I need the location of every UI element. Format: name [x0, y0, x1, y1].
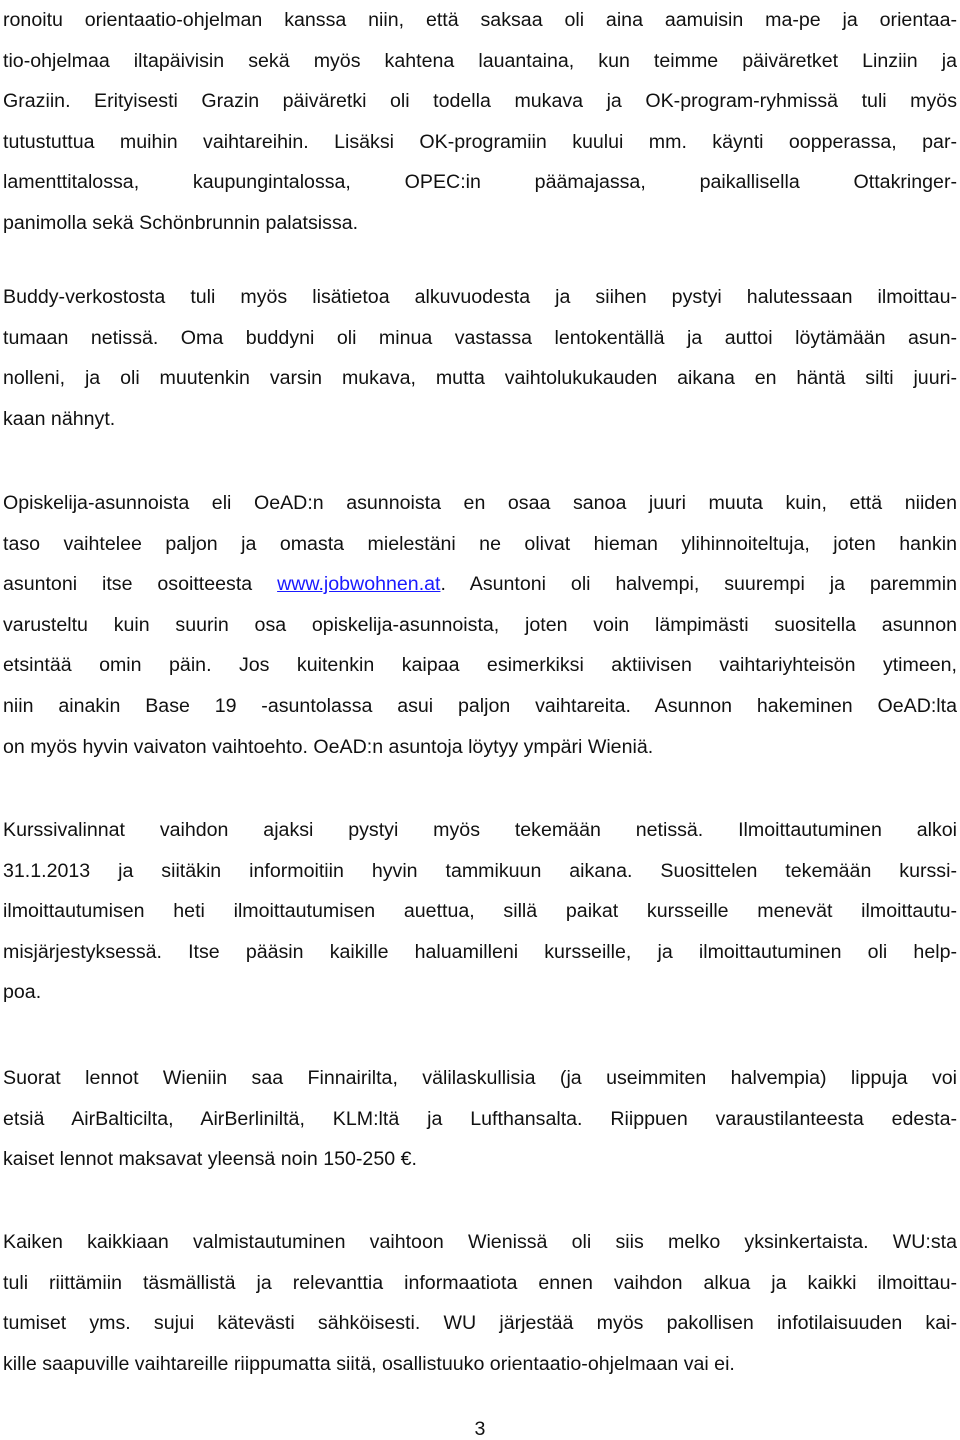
paragraph-summary: [3, 1222, 957, 1384]
text-line: niin ainakin Base 19 -asuntolassa asui paljon vaihtareita. Asunnon hakeminen OeAD:lta: [3, 694, 957, 717]
paragraph-course-selection: [3, 810, 957, 1013]
text-line: tumaan netissä. Oma buddyni oli minua vastassa lentokentällä ja auttoi löytämään asun-: [3, 326, 957, 349]
text-line: tumiset yms. sujui kätevästi sähköisesti. WU järjestää myös pakollisen infotilaisuuden kai-: [3, 1312, 957, 1335]
text-line: 31.1.2013 ja siitäkin informoitiin hyvin tammikuun aikana. Suosittelen tekemään kurssi-: [3, 859, 957, 882]
text-line: etsiä AirBalticilta, AirBerliniltä, KLM:ltä ja Lufthansalta. Riippuen varaustilanteesta edesta-: [3, 1107, 957, 1130]
paragraph-buddy-network: [3, 277, 957, 439]
text-line-with-link: [3, 564, 957, 605]
paragraph-orientation-program: [3, 0, 957, 244]
jobwohnen-link[interactable]: www.jobwohnen.at: [277, 573, 441, 596]
page-number: 3: [474, 1418, 486, 1440]
link-line-before: asuntoni itse osoitteesta: [3, 573, 278, 596]
text-line: lamenttitalossa, kaupungintalossa, OPEC:in päämajassa, paikallisella Ottakringer-: [3, 171, 957, 194]
text-line: Buddy-verkostosta tuli myös lisätietoa alkuvuodesta ja siihen pystyi halutessaan ilmoittau-: [3, 286, 957, 308]
link-line-after: . Asuntoni oli halvempi, suurempi ja paremmin: [440, 573, 957, 596]
paragraph-student-housing: [3, 483, 957, 767]
text-line: etsintää omin päin. Jos kuitenkin kaipaa esimerkiksi aktiivisen vaihtariyhteisön ytimeen,: [3, 654, 957, 677]
text-line: Kurssivalinnat vaihdon ajaksi pystyi myös tekemään netissä. Ilmoittautuminen alkoi: [3, 819, 957, 841]
text-line: Suorat lennot Wieniin saa Finnairilta, välilaskullisia (ja useimmiten halvempia) lippuja voi: [3, 1067, 957, 1089]
text-line: kaiset lennot maksavat yleensä noin 150-250 €.: [3, 1148, 417, 1171]
text-line: misjärjestyksessä. Itse pääsin kaikille haluamilleni kursseille, ja ilmoittautuminen oli help-: [3, 940, 957, 963]
paragraph-flights: [3, 1058, 957, 1180]
text-line: tuli riittämiin täsmällistä ja relevanttia informaatiota ennen vaihdon alkua ja kaikki ilmoittau-: [3, 1271, 957, 1294]
text-line: varusteltu kuin suurin osa opiskelija-asunnoista, joten voin lämpimästi suositella asunnon: [3, 613, 957, 636]
text-line: Graziin. Erityisesti Grazin päiväretki oli todella mukava ja OK-program-ryhmissä tuli myös: [3, 90, 957, 113]
text-line: kille saapuville vaihtareille riippumatta siitä, osallistuuko orientaatio-ohjelmaan vai ei.: [3, 1352, 735, 1375]
text-line: Opiskelija-asunnoista eli OeAD:n asunnoista en osaa sanoa juuri muuta kuin, että niiden: [3, 492, 957, 514]
text-line: ilmoittautumisen heti ilmoittautumisen auettua, sillä paikat kursseille menevät ilmoittautu-: [3, 900, 957, 923]
text-line: ronoitu orientaatio-ohjelman kanssa niin, että saksaa oli aina aamuisin ma-pe ja orientaa-: [3, 9, 957, 31]
text-line: tio-ohjelmaa iltapäivisin sekä myös kahtena lauantaina, kun teimme päiväretket Linziin ja: [3, 49, 957, 72]
text-line: kaan nähnyt.: [3, 407, 116, 430]
text-line: poa.: [3, 981, 42, 1004]
text-line: tutustuttua muihin vaihtareihin. Lisäksi OK-programiin kuului mm. käynti oopperassa, par-: [3, 130, 957, 153]
text-line: Kaiken kaikkiaan valmistautuminen vaihtoon Wienissä oli siis melko yksinkertaista. WU:sta: [3, 1231, 957, 1253]
text-line: taso vaihtelee paljon ja omasta mielestäni ne olivat hieman ylihinnoiteltuja, joten hankin: [3, 532, 957, 555]
text-line: on myös hyvin vaivaton vaihtoehto. OeAD:n asuntoja löytyy ympäri Wieniä.: [3, 735, 654, 758]
text-line: nolleni, ja oli muutenkin varsin mukava, mutta vaihtolukukauden aikana en häntä silti juuri-: [3, 367, 957, 390]
text-line: panimolla sekä Schönbrunnin palatsissa.: [3, 211, 359, 234]
